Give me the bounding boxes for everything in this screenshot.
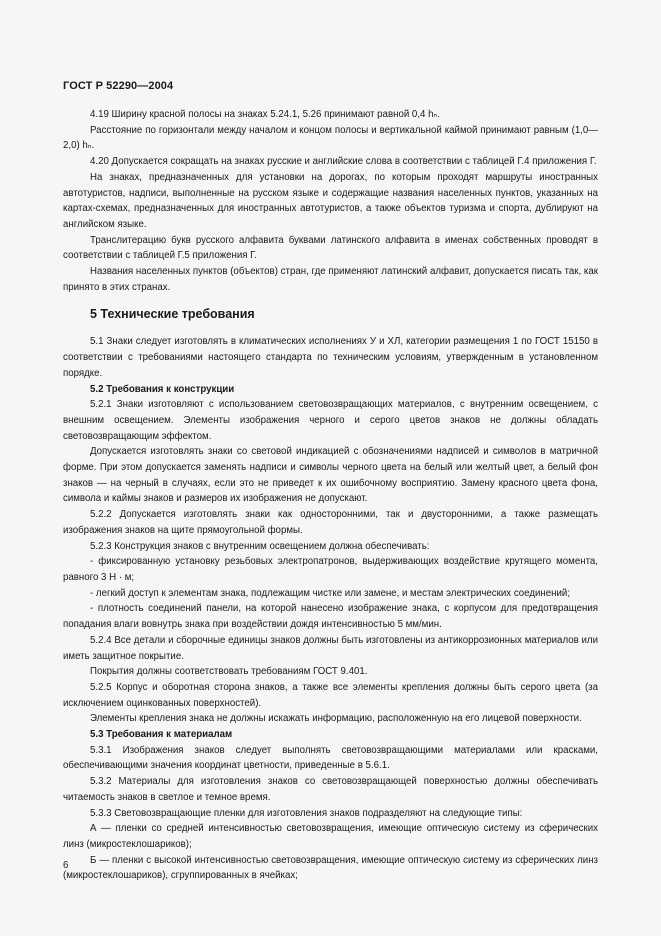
paragraph: 4.19 Ширину красной полосы на знаках 5.24.1, 5.26 принимают равной 0,4 hₙ. <box>90 109 441 120</box>
section-heading: 5 Технические требования <box>90 307 255 322</box>
paragraph: 5.3.3 Световозвращающие пленки для изготовления знаков подразделяют на следующие типы: <box>90 807 523 819</box>
document-body <box>63 107 598 884</box>
paragraph: Названия населенных пунктов (объектов) стран, где применяют латинский алфавит, допускается писать так, как принято в этих странах. <box>63 266 598 293</box>
section-heading: 5.2 Требования к конструкции <box>90 383 235 395</box>
section-heading: 5.3 Требования к материалам <box>90 729 233 741</box>
paragraph: 5.2.4 Все детали и сборочные единицы знаков должны быть изготовлены из антикоррозионных материалов или иметь защитное покрытие. <box>63 634 598 662</box>
page-number: 6 <box>63 860 69 871</box>
paragraph: - фиксированную установку резьбовых электропатронов, выдерживающих воздействие крутящего момента, равного 3 Н · м; <box>63 556 598 583</box>
paragraph: - легкий доступ к элементам знака, подлежащим чистке или замене, и местам электрических соединений; <box>90 587 571 599</box>
paragraph: Б — пленки с высокой интенсивностью световозвращения, имеющие оптическую систему из сферических линз (микростеклошариков), сгруппированных в ячейках; <box>63 854 598 882</box>
paragraph: Покрытия должны соответствовать требованиям ГОСТ 9.401. <box>90 666 368 678</box>
paragraph: 5.1 Знаки следует изготовлять в климатических исполнениях У и ХЛ, категории размещения 1 по ГОСТ 15150 в соответствии с требованиями настоящего стандарта по техническим условиям, утвержденным в установленном порядке. <box>63 336 598 379</box>
paragraph: 5.2.3 Конструкция знаков с внутренним освещением должна обеспечивать: <box>90 540 430 552</box>
paragraph: А — пленки со средней интенсивностью световозвращения, имеющие оптическую систему из сферических линз (микростеклошариков); <box>63 823 598 850</box>
paragraph: 5.3.1 Изображения знаков следует выполнять световозвращающими материалами или красками, обеспечивающими значения координат цветности, приведенные в 5.6.1. <box>63 744 598 772</box>
paragraph: Элементы крепления знака не должны искажать информацию, расположенную на его лицевой поверхности. <box>90 713 582 725</box>
paragraph: Расстояние по горизонтали между началом и концом полосы и вертикальной каймой принимают равным (1,0—2,0) hₙ. <box>63 124 598 152</box>
paragraph: 5.2.5 Корпус и оборотная сторона знаков, а также все элементы крепления должны быть серого цвета (за исключением оцинкованных поверхностей). <box>63 681 598 709</box>
paragraph: Транслитерацию букв русского алфавита буквами латинского алфавита в именах собственных проводят в соответствии с таблицей Г.5 приложения Г. <box>63 234 598 262</box>
paragraph: - плотность соединений панели, на которой нанесено изображение знака, с корпусом для предотвращения попадания влаги вовнутрь знака при воздействии дождя интенсивностью 5 мм/мин. <box>63 603 598 631</box>
paragraph: 5.2.2 Допускается изготовлять знаки как односторонними, так и двусторонними, а также размещать изображения знаков на щите прямоугольной формы. <box>63 509 598 536</box>
paragraph: Допускается изготовлять знаки со световой индикацией с обозначениями надписей и символов в матричной форме. При этом допускается заменять надписи и символы черного цвета на белый или желтый цвет, а белый фон знаков — на черный в случаях, если это не приведет к их ошибочному восприятию. Замену красного цвета фона, символа и каймы знаков и размеров их изображения не допускают. <box>63 446 598 505</box>
paragraph: На знаках, предназначенных для установки на дорогах, по которым проходят маршруты иностранных автотуристов, надписи, выполненные на русском языке и содержащие названия населенных пунктов, указанных на картах-схемах, предназначенных для иностранных автотуристов, а также объектов туризма и спорта, дублируют на английском языке. <box>63 171 598 230</box>
paragraph: 5.3.2 Материалы для изготовления знаков со световозвращающей поверхностью должны обеспечивать читаемость знаков в светлое и темное время. <box>63 776 598 803</box>
paragraph: 5.2.1 Знаки изготовляют с использованием световозвращающих материалов, с внутренним освещением, с внешним освещением. Элементы изображения черного и серого цветов знаков не должны обладать световозвращающим эффектом. <box>63 399 598 442</box>
paragraph: 4.20 Допускается сокращать на знаках русские и английские слова в соответствии с таблицей Г.4 приложения Г. <box>90 156 597 168</box>
document-header: ГОСТ Р 52290—2004 <box>63 80 174 92</box>
